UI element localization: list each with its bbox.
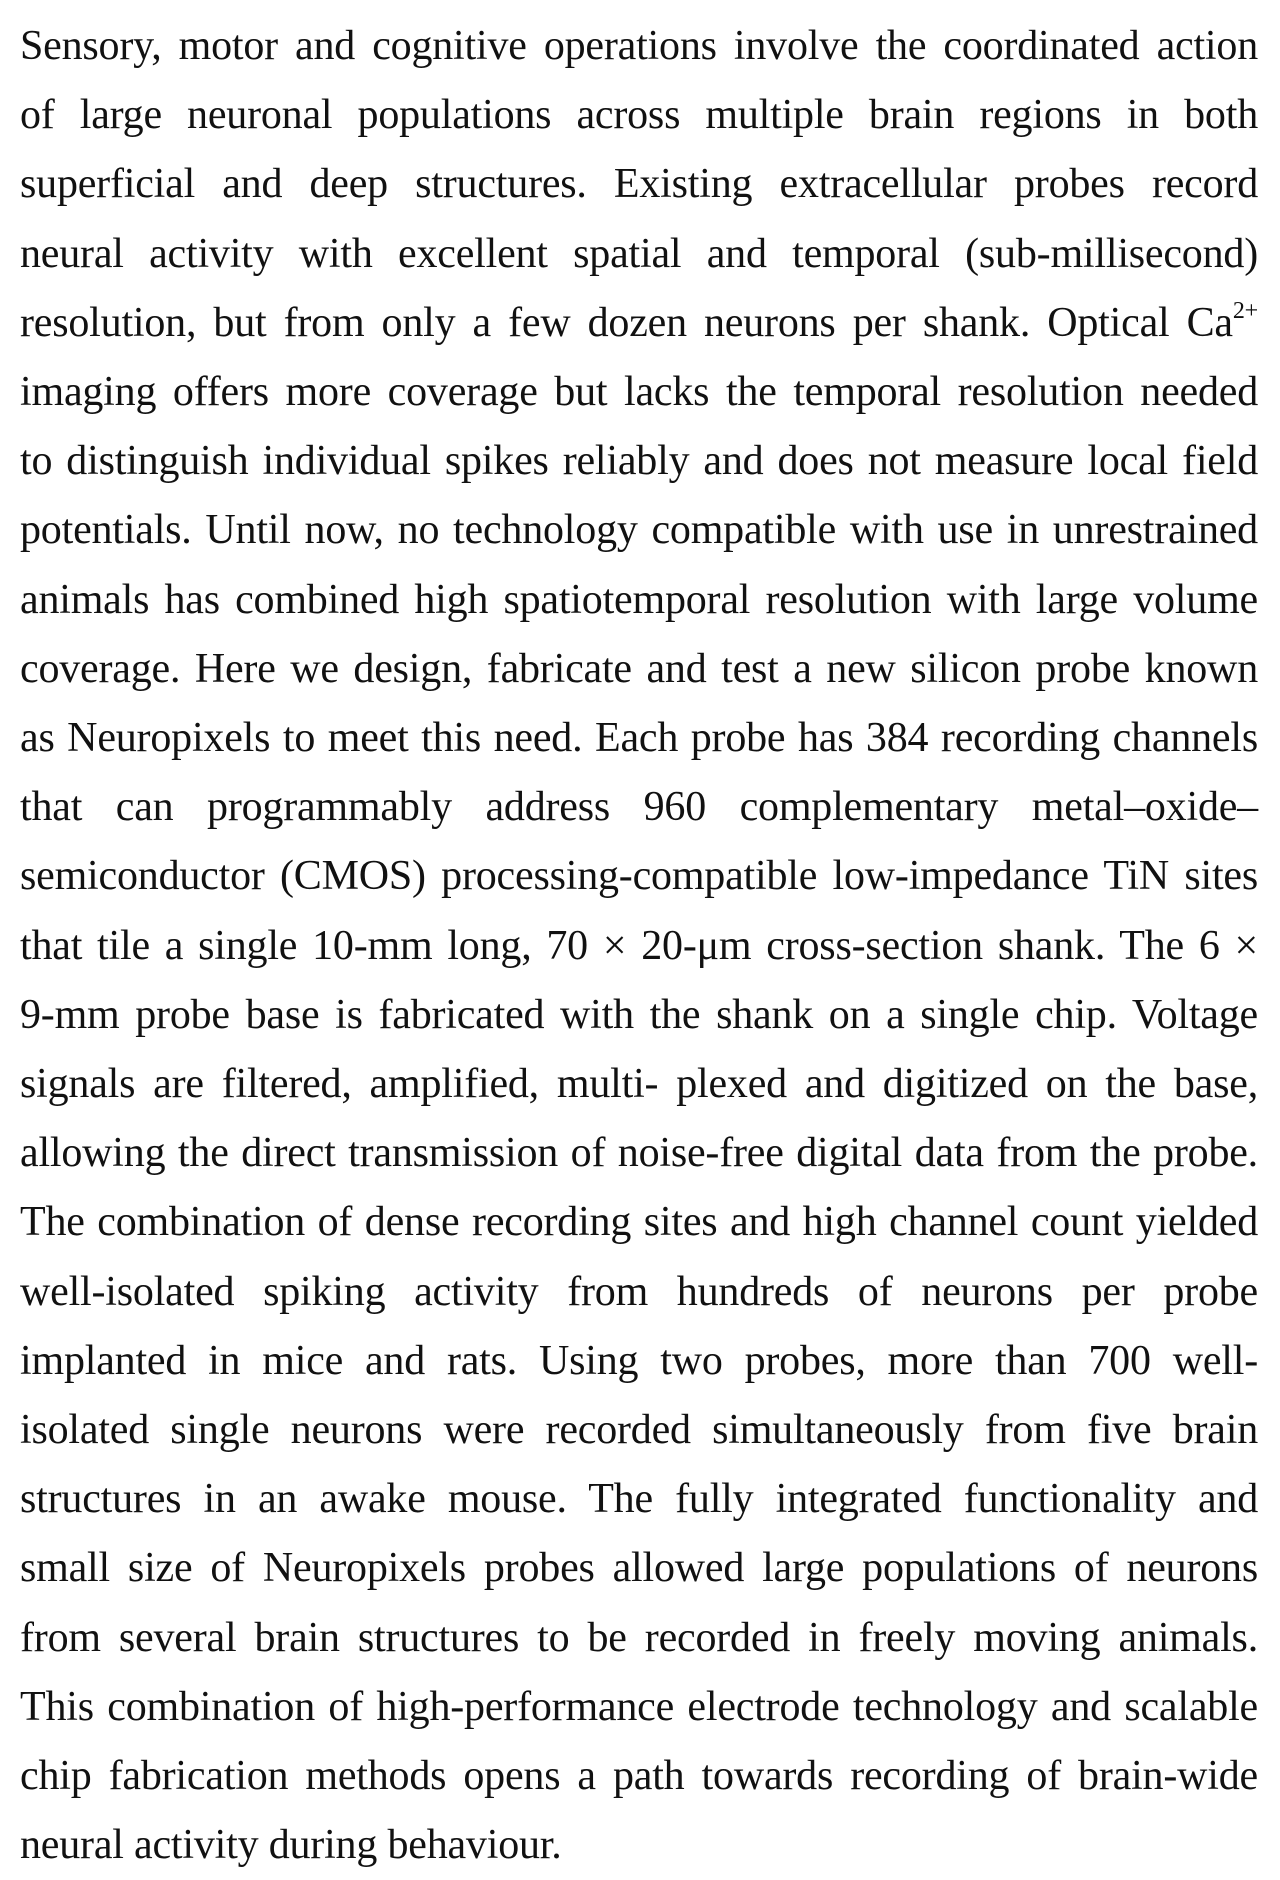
text-line-3: superficial and deep structures. Existing extracellular probes record	[20, 161, 1258, 208]
text-line-27: neural activity during behaviour.	[20, 1822, 562, 1869]
text-line-13: semiconductor (CMOS) processing-compatible low-impedance TiN sites	[20, 853, 1258, 900]
text-line-19: well-isolated spiking activity from hundreds of neurons per probe	[20, 1268, 1258, 1315]
text-line-7: to distinguish individual spikes reliably and does not measure local field	[20, 438, 1258, 485]
text-line-21: isolated single neurons were recorded simultaneously from five brain	[20, 1407, 1258, 1454]
text-line-5	[20, 289, 1258, 358]
text-line-22: structures in an awake mouse. The fully integrated functionality and	[20, 1476, 1258, 1523]
text-line-2: of large neuronal populations across multiple brain regions in both	[20, 92, 1258, 139]
text-line-6: imaging offers more coverage but lacks the temporal resolution needed	[20, 369, 1258, 416]
text-line-4: neural activity with excellent spatial and temporal (sub-millisecond)	[20, 230, 1258, 277]
text-line-9: animals has combined high spatiotemporal resolution with large volume	[20, 576, 1258, 623]
text-line-14: that tile a single 10-mm long, 70 × 20-μm cross-section shank. The 6 ×	[20, 922, 1258, 969]
text-line-25: This combination of high-performance electrode technology and scalable	[20, 1683, 1258, 1730]
text-line-26: chip fabrication methods opens a path towards recording of brain-wide	[20, 1753, 1258, 1800]
text-line-23: small size of Neuropixels probes allowed large populations of neurons	[20, 1545, 1258, 1592]
calcium-superscript: 2+	[1232, 297, 1258, 324]
text-line-12: that can programmably address 960 complementary metal–oxide–	[20, 784, 1258, 831]
text-line-18: The combination of dense recording sites and high channel count yielded	[20, 1199, 1258, 1246]
text-line-15: 9-mm probe base is fabricated with the shank on a single chip. Voltage	[20, 991, 1258, 1038]
text-line-20: implanted in mice and rats. Using two probes, more than 700 well-	[20, 1337, 1258, 1384]
text-line-24: from several brain structures to be recorded in freely moving animals.	[20, 1614, 1258, 1661]
text-line-8: potentials. Until now, no technology compatible with use in unrestrained	[20, 507, 1258, 554]
text-line-5-main: resolution, but from only a few dozen neurons per shank. Optical Ca	[20, 299, 1233, 346]
text-line-17: allowing the direct transmission of noise-free digital data from the probe.	[20, 1130, 1258, 1177]
text-line-16: signals are filtered, amplified, multi- plexed and digitized on the base,	[20, 1061, 1258, 1108]
text-line-1: Sensory, motor and cognitive operations involve the coordinated action	[20, 23, 1258, 69]
abstract-paragraph	[20, 12, 1258, 1880]
text-line-10: coverage. Here we design, fabricate and test a new silicon probe known	[20, 645, 1258, 692]
text-line-11: as Neuropixels to meet this need. Each probe has 384 recording channels	[20, 715, 1258, 762]
